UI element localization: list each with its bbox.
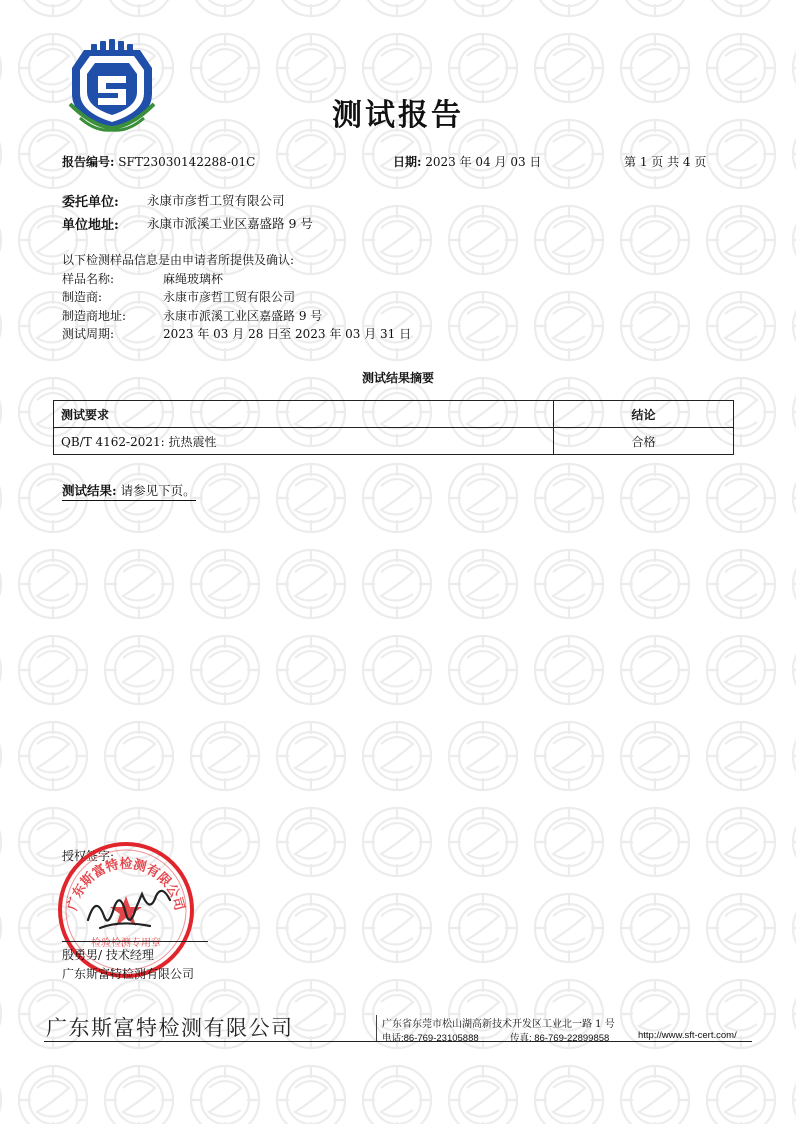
header-conclusion: 结论 (554, 401, 734, 428)
results-table (53, 400, 734, 455)
sample-info (62, 251, 562, 344)
svg-text:检验检测专用章: 检验检测专用章 (91, 938, 161, 949)
signature-line (62, 941, 208, 942)
footer-url[interactable]: http://www.sft-cert.com/ (638, 1030, 737, 1041)
svg-text:广东斯富特检测有限公司: 广东斯富特检测有限公司 (65, 857, 187, 913)
cell-conclusion: 合格 (554, 428, 734, 455)
signer-name: 殷勇男/ 技术经理 (62, 948, 154, 962)
signer-company: 广东斯富特检测有限公司 (62, 967, 195, 981)
footer-rule (44, 1041, 752, 1042)
client-address: 永康市派溪工业区嘉盛路 9 号 (147, 216, 313, 231)
report-date: 日期: 2023 年 04 月 03 日 (393, 155, 542, 169)
sign-label: 授权签字: (62, 849, 115, 863)
footer-fax: 传真: 86-769-22899858 (510, 1033, 610, 1044)
test-result-line: 测试结果: 请参见下页。 (62, 481, 196, 501)
address-label: 单位地址: (62, 218, 119, 233)
report-number: 报告编号: SFT23030142288-01C (62, 155, 256, 169)
sample-row: 样品名称: 麻绳玻璃杯 (62, 271, 224, 286)
table-row (54, 428, 734, 455)
table-header-row (54, 401, 734, 428)
cell-requirement: QB/T 4162-2021: 抗热震性 (54, 428, 554, 455)
header-requirement: 测试要求 (54, 401, 554, 428)
summary-title: 测试结果摘要 (361, 371, 434, 385)
sample-intro: 以下检测样品信息是由申请者所提供及确认: (62, 253, 295, 267)
page-title: 测试报告 (332, 98, 464, 133)
footer-company: 广东斯富特检测有限公司 (46, 1016, 294, 1040)
client-name: 永康市彦哲工贸有限公司 (147, 193, 285, 208)
footer-address: 广东省东莞市松山湖高新技术开发区工业北一路 1 号 (382, 1019, 615, 1030)
footer-tel: 电话:86-769-23105888 (382, 1033, 479, 1044)
client-label: 委托单位: (62, 195, 119, 210)
footer-separator (376, 1015, 377, 1041)
sample-row: 测试周期: 2023 年 03 月 28 日至 2023 年 03 月 31 日 (62, 327, 412, 341)
sample-row: 制造商: 永康市彦哲工贸有限公司 (62, 290, 296, 304)
page-info: 第 1 页 共 4 页 (624, 155, 707, 169)
handwritten-signature (80, 880, 180, 942)
sample-row: 制造商地址: 永康市派溪工业区嘉盛路 9 号 (62, 308, 323, 323)
